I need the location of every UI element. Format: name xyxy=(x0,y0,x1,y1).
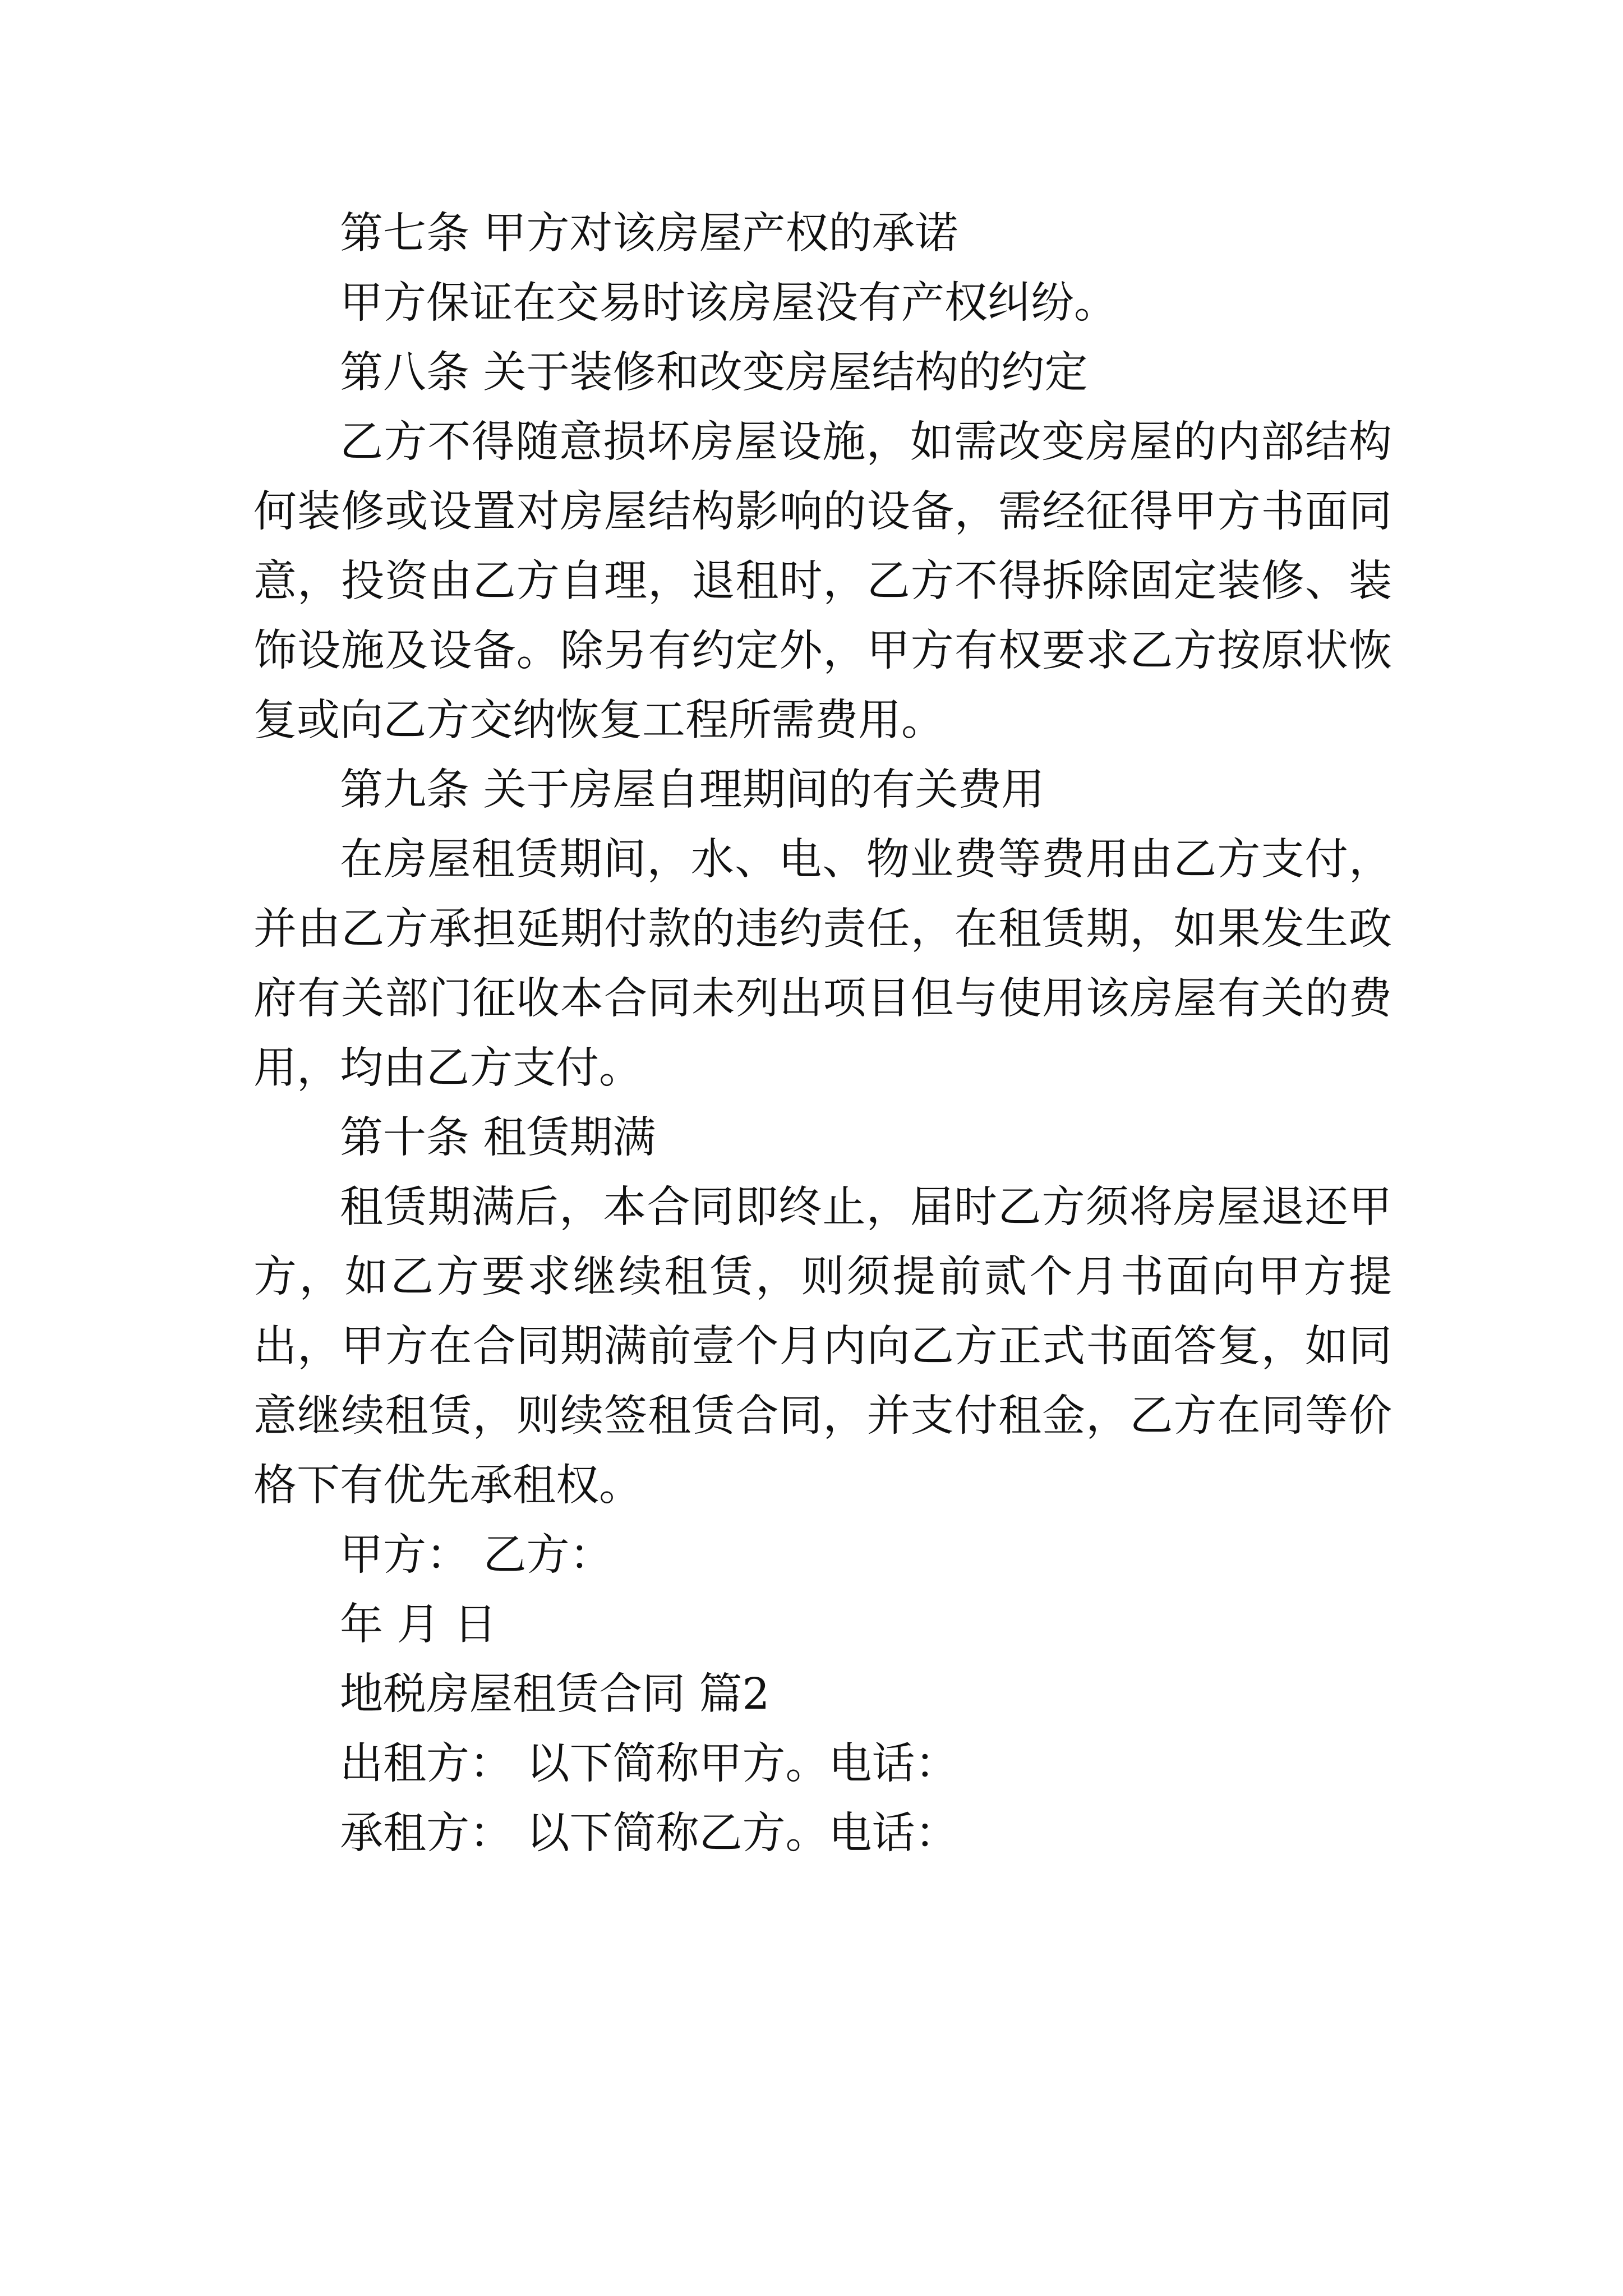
article-9-text: 在房屋租赁期间，水、电、物业费等费用由乙方支付，并由乙方承担延期付款的违约责任，在租赁期，如果发生政府有关部门征收本合同未列出项目但与使用该房屋有关的费用，均由乙方支付。 xyxy=(253,835,1392,1093)
signature-parties: 甲方： 乙方： xyxy=(340,1530,613,1580)
contract-2-title: 地税房屋租赁合同 篇2 xyxy=(340,1669,770,1719)
article-7-text: 甲方保证在交易时该房屋没有产权纠纷。 xyxy=(340,278,1117,328)
article-8-heading: 第八条 关于装修和改变房屋结构的约定 xyxy=(340,348,1088,398)
lessee-line: 承租方： 以下简称乙方。电话： xyxy=(340,1809,958,1858)
article-10-text: 租赁期满后，本合同即终止，届时乙方须将房屋退还甲方，如乙方要求继续租赁，则须提前贰个月书面向甲方提出，甲方在合同期满前壹个月内向乙方正式书面答复，如同意继续租赁，则续签租赁合同，并支付租金，乙方在同等价格下有优先承租权。 xyxy=(253,1182,1392,1511)
article-7-heading: 第七条 甲方对该房屋产权的承诺 xyxy=(340,209,958,259)
lessor-line: 出租方： 以下简称甲方。电话： xyxy=(340,1739,958,1789)
article-10-heading: 第十条 租赁期满 xyxy=(340,1113,656,1163)
article-8-text: 乙方不得随意损坏房屋设施，如需改变房屋的内部结构何装修或设置对房屋结构影响的设备，需经征得甲方书面同意，投资由乙方自理，退租时，乙方不得拆除固定装修、装饰设施及设备。除另有约定外，甲方有权要求乙方按原状恢复或向乙方交纳恢复工程所需费用。 xyxy=(253,417,1392,746)
signature-date: 年 月 日 xyxy=(340,1600,497,1650)
article-9-heading: 第九条 关于房屋自理期间的有关费用 xyxy=(340,765,1045,815)
document-body xyxy=(253,199,1392,1869)
